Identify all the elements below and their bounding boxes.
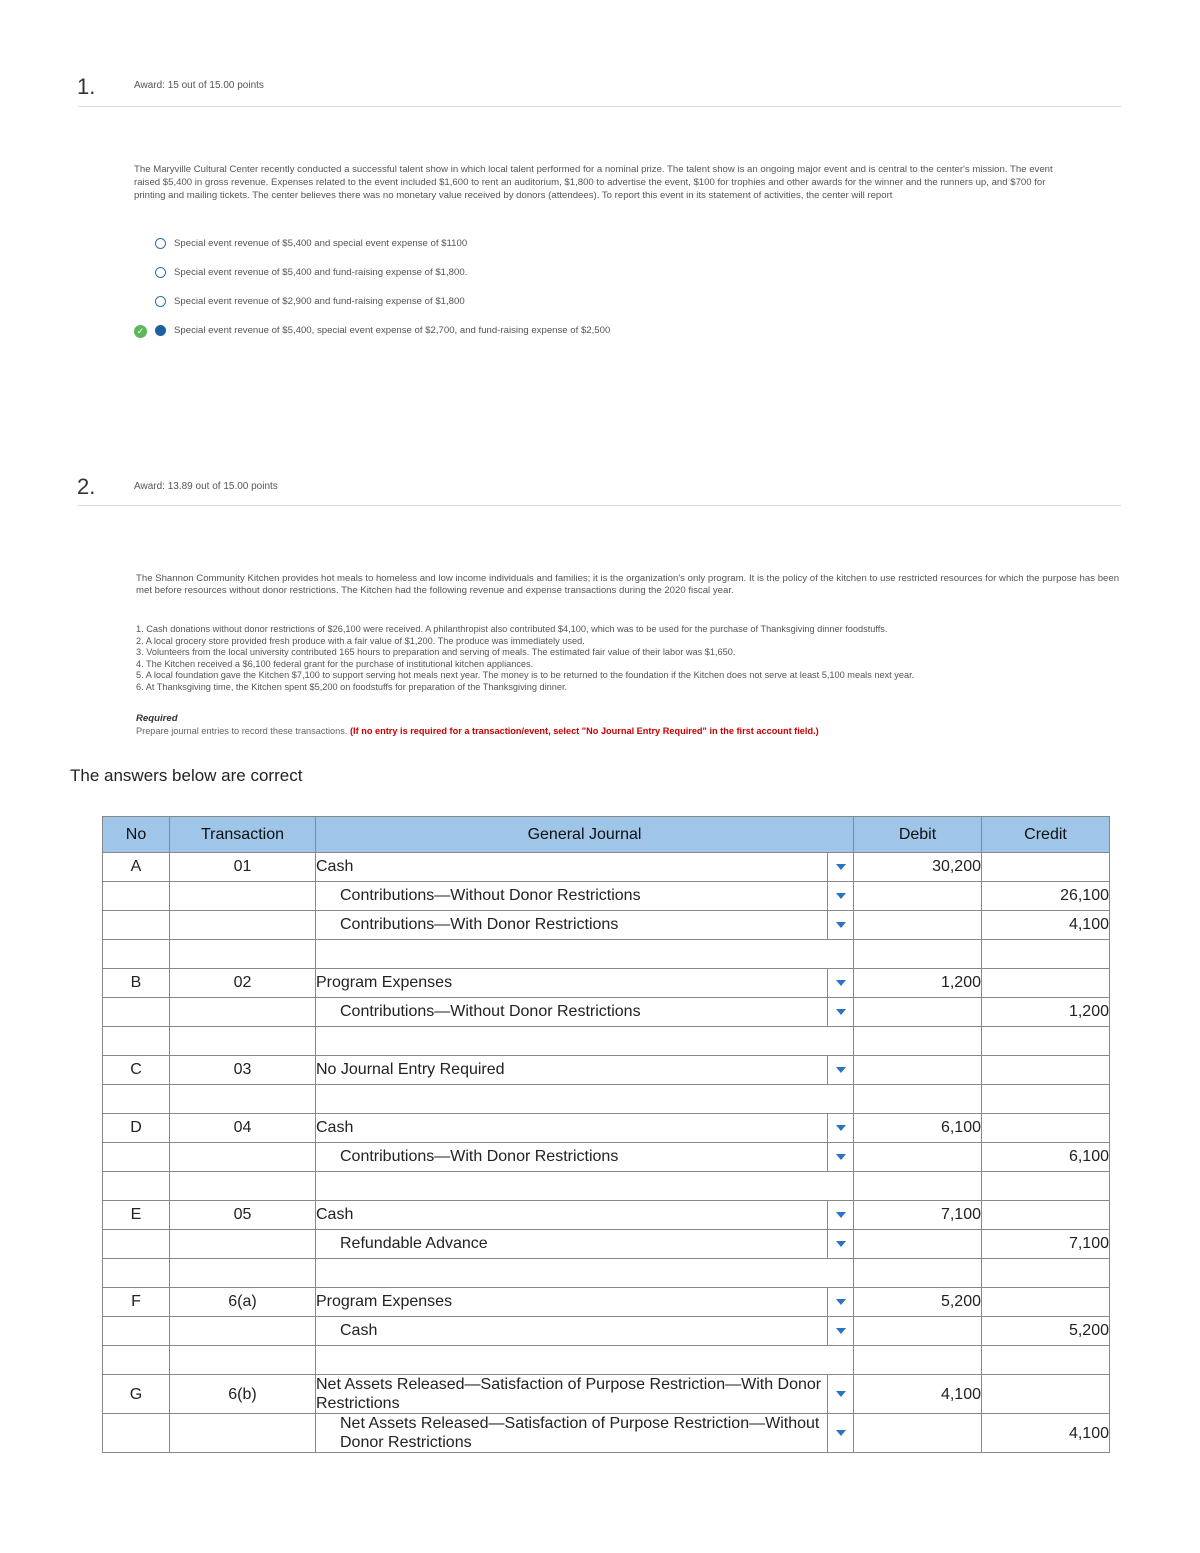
transaction-cell: 6(b) xyxy=(170,1375,316,1414)
no-cell xyxy=(103,1143,170,1172)
required-instruction: Prepare journal entries to record these transactions. xyxy=(136,726,348,736)
account-select[interactable] xyxy=(316,969,854,998)
chevron-down-icon xyxy=(836,1067,846,1073)
option-label: Special event revenue of $5,400, special event expense of $2,700, and fund-raising expense of $2,500 xyxy=(174,325,611,336)
dropdown-button[interactable] xyxy=(827,1143,853,1171)
debit-input[interactable] xyxy=(854,1056,982,1085)
debit-input[interactable]: 4,100 xyxy=(854,1375,982,1414)
empty-cell xyxy=(982,1346,1110,1375)
no-cell xyxy=(103,1317,170,1346)
chevron-down-icon xyxy=(836,1430,846,1436)
chevron-down-icon xyxy=(836,1241,846,1247)
credit-input[interactable]: 4,100 xyxy=(982,1414,1110,1453)
question-1-text: The Maryville Cultural Center recently conducted a successful talent show in which local talent performed for a nominal prize. The talent show is an ongoing major event and is central to the center's mission. The event raised $5,400 in gross revenue. Expenses related to the event included $1,600 to rent an auditorium, $1,800 to advertise the event, $100 for trophies and other awards for the winner and the runners up, and $700 for printing and mailing tickets. The center believes there was no monetary value received by donors (attendees). To report this event in its statement of activities, the center will report xyxy=(134,164,1053,201)
radio-icon[interactable] xyxy=(155,267,166,278)
table-row xyxy=(103,1143,1110,1172)
debit-input[interactable]: 30,200 xyxy=(854,853,982,882)
answers-note: The answers below are correct xyxy=(70,766,303,785)
empty-cell xyxy=(316,940,854,969)
empty-cell xyxy=(854,1259,982,1288)
account-name: Program Expenses xyxy=(316,1293,453,1310)
table-row xyxy=(103,969,1110,998)
credit-input[interactable] xyxy=(982,853,1110,882)
empty-cell xyxy=(982,1027,1110,1056)
debit-input[interactable] xyxy=(854,911,982,940)
empty-cell xyxy=(170,1027,316,1056)
no-cell xyxy=(103,1414,170,1453)
account-select[interactable] xyxy=(316,1288,854,1317)
empty-cell xyxy=(170,940,316,969)
debit-input[interactable]: 7,100 xyxy=(854,1201,982,1230)
table-row xyxy=(103,1288,1110,1317)
account-name: Cash xyxy=(340,1322,378,1339)
empty-cell xyxy=(316,1259,854,1288)
list-item: 3. Volunteers from the local university contributed 165 hours to preparation and serving of meals. The estimated fair value of their labor was $1,650. xyxy=(136,647,736,658)
header-general-journal: General Journal xyxy=(316,817,854,853)
no-cell: B xyxy=(103,969,170,998)
blank-row xyxy=(103,1346,1110,1375)
chevron-down-icon xyxy=(836,1212,846,1218)
header-transaction: Transaction xyxy=(170,817,316,853)
divider xyxy=(78,106,1121,107)
debit-input[interactable]: 5,200 xyxy=(854,1288,982,1317)
transaction-cell: 04 xyxy=(170,1114,316,1143)
table-row xyxy=(103,1375,1110,1414)
blank-row xyxy=(103,1259,1110,1288)
dropdown-button[interactable] xyxy=(827,1056,853,1084)
debit-input[interactable] xyxy=(854,1317,982,1346)
debit-input[interactable] xyxy=(854,998,982,1027)
no-cell xyxy=(103,1230,170,1259)
transaction-cell: 01 xyxy=(170,853,316,882)
chevron-down-icon xyxy=(836,1154,846,1160)
list-item: 6. At Thanksgiving time, the Kitchen spent $5,200 on foodstuffs for preparation of the Thanksgiving dinner. xyxy=(136,681,568,692)
no-cell: D xyxy=(103,1114,170,1143)
account-name: Cash xyxy=(316,1206,354,1223)
empty-cell xyxy=(316,1027,854,1056)
table-row xyxy=(103,1414,1110,1453)
no-cell: F xyxy=(103,1288,170,1317)
no-cell: C xyxy=(103,1056,170,1085)
dropdown-button[interactable] xyxy=(827,1317,853,1345)
account-select[interactable] xyxy=(316,1375,854,1414)
account-name: Cash xyxy=(316,1119,354,1136)
account-select[interactable] xyxy=(316,1230,854,1259)
account-select[interactable] xyxy=(316,882,854,911)
empty-cell xyxy=(982,1259,1110,1288)
table-row xyxy=(103,998,1110,1027)
credit-input[interactable] xyxy=(982,1056,1110,1085)
credit-input[interactable]: 6,100 xyxy=(982,1143,1110,1172)
table-row xyxy=(103,1317,1110,1346)
transaction-cell xyxy=(170,1414,316,1453)
account-select[interactable] xyxy=(316,1143,854,1172)
dropdown-button[interactable] xyxy=(827,1288,853,1316)
radio-icon[interactable] xyxy=(155,296,166,307)
blank-row xyxy=(103,1027,1110,1056)
credit-input[interactable] xyxy=(982,969,1110,998)
empty-cell xyxy=(170,1085,316,1114)
account-name: Program Expenses xyxy=(316,974,453,991)
transaction-cell xyxy=(170,998,316,1027)
debit-input[interactable]: 1,200 xyxy=(854,969,982,998)
account-select[interactable] xyxy=(316,1056,854,1085)
empty-cell xyxy=(316,1172,854,1201)
empty-cell xyxy=(982,940,1110,969)
transaction-cell: 02 xyxy=(170,969,316,998)
empty-cell xyxy=(982,1085,1110,1114)
empty-cell xyxy=(103,1346,170,1375)
chevron-down-icon xyxy=(836,1125,846,1131)
list-item: 1. Cash donations without donor restrictions of $26,100 were received. A philanthropist also contributed $4,100, which was to be used for the purchase of Thanksgiving dinner foodstuffs. xyxy=(136,624,888,634)
blank-row xyxy=(103,1085,1110,1114)
no-cell xyxy=(103,911,170,940)
no-cell: G xyxy=(103,1375,170,1414)
credit-input[interactable] xyxy=(982,1201,1110,1230)
no-cell xyxy=(103,998,170,1027)
question-1-number: 1. xyxy=(77,74,96,99)
chevron-down-icon xyxy=(836,980,846,986)
debit-input[interactable] xyxy=(854,1143,982,1172)
account-select[interactable] xyxy=(316,1317,854,1346)
dropdown-button[interactable] xyxy=(827,911,853,939)
credit-input[interactable]: 5,200 xyxy=(982,1317,1110,1346)
table-row xyxy=(103,1114,1110,1143)
dropdown-button[interactable] xyxy=(827,998,853,1026)
empty-cell xyxy=(103,1027,170,1056)
account-name: Contributions—Without Donor Restrictions xyxy=(340,1003,641,1020)
chevron-down-icon xyxy=(836,864,846,870)
option-label: Special event revenue of $5,400 and special event expense of $1100 xyxy=(174,238,468,249)
account-select[interactable] xyxy=(316,853,854,882)
question-2-number: 2. xyxy=(77,474,96,499)
transaction-list xyxy=(136,624,1121,694)
dropdown-button[interactable] xyxy=(827,1114,853,1142)
header-no: No xyxy=(103,817,170,853)
account-select[interactable] xyxy=(316,998,854,1027)
radio-icon[interactable] xyxy=(155,238,166,249)
transaction-cell xyxy=(170,911,316,940)
transaction-cell xyxy=(170,1143,316,1172)
dropdown-button[interactable] xyxy=(827,1414,853,1452)
dropdown-button[interactable] xyxy=(827,882,853,910)
debit-input[interactable] xyxy=(854,1414,982,1453)
dropdown-button[interactable] xyxy=(827,1201,853,1229)
dropdown-button[interactable] xyxy=(827,853,853,881)
check-icon: ✓ xyxy=(134,325,147,338)
dropdown-button[interactable] xyxy=(827,969,853,997)
required-note: (If no entry is required for a transaction/event, select "No Journal Entry Required" in the first account field.) xyxy=(350,726,819,736)
chevron-down-icon xyxy=(836,1391,846,1397)
question-1-award: Award: 15 out of 15.00 points xyxy=(134,80,264,91)
table-row xyxy=(103,1056,1110,1085)
option-4[interactable] xyxy=(155,325,610,336)
no-cell: E xyxy=(103,1201,170,1230)
credit-input[interactable] xyxy=(982,1114,1110,1143)
empty-cell xyxy=(316,1085,854,1114)
empty-cell xyxy=(854,1172,982,1201)
option-2[interactable] xyxy=(155,267,467,278)
empty-cell xyxy=(854,940,982,969)
option-label: Special event revenue of $5,400 and fund-raising expense of $1,800. xyxy=(174,267,468,278)
account-select[interactable] xyxy=(316,911,854,940)
transaction-cell xyxy=(170,882,316,911)
empty-cell xyxy=(103,1085,170,1114)
empty-cell xyxy=(854,1346,982,1375)
no-cell xyxy=(103,882,170,911)
account-name: Contributions—Without Donor Restrictions xyxy=(340,887,641,904)
list-item: 4. The Kitchen received a $6,100 federal grant for the purchase of institutional kitchen appliances. xyxy=(136,658,534,669)
no-cell: A xyxy=(103,853,170,882)
blank-row xyxy=(103,940,1110,969)
account-name: Contributions—With Donor Restrictions xyxy=(340,916,619,933)
blank-row xyxy=(103,1172,1110,1201)
debit-input[interactable] xyxy=(854,1230,982,1259)
credit-input[interactable]: 4,100 xyxy=(982,911,1110,940)
empty-cell xyxy=(103,1259,170,1288)
transaction-cell: 6(a) xyxy=(170,1288,316,1317)
header-debit: Debit xyxy=(854,817,982,853)
required-text xyxy=(136,726,819,736)
account-name: Contributions—With Donor Restrictions xyxy=(340,1148,619,1165)
empty-cell xyxy=(103,1172,170,1201)
credit-input[interactable]: 26,100 xyxy=(982,882,1110,911)
credit-input[interactable] xyxy=(982,1375,1110,1414)
credit-input[interactable] xyxy=(982,1288,1110,1317)
account-select[interactable] xyxy=(316,1201,854,1230)
account-name: Net Assets Released—Satisfaction of Purpose Restriction—Without Donor Restrictions xyxy=(340,1415,820,1451)
dropdown-button[interactable] xyxy=(827,1230,853,1258)
dropdown-button[interactable] xyxy=(827,1375,853,1413)
list-item: 5. A local foundation gave the Kitchen $7,100 to support serving hot meals next year. The money is to be returned to the foundation if the Kitchen does not serve at least 5,100 meals next year. xyxy=(136,670,915,681)
transaction-cell xyxy=(170,1230,316,1259)
option-1[interactable] xyxy=(155,238,467,249)
empty-cell xyxy=(103,940,170,969)
divider xyxy=(78,505,1121,506)
list-item: 2. A local grocery store provided fresh produce with a fair value of $1,200. The produce was immediately used. xyxy=(136,635,585,646)
debit-input[interactable] xyxy=(854,882,982,911)
question-2-text: The Shannon Community Kitchen provides hot meals to homeless and low income individuals and families; it is the organization's only program. It is the policy of the kitchen to use restricted resources for which the purpose has been met before resources without donor restrictions. The Kitchen had the following revenue and expense transactions during the 2020 fiscal year. xyxy=(136,573,1120,596)
account-select[interactable] xyxy=(316,1114,854,1143)
credit-input[interactable]: 1,200 xyxy=(982,998,1110,1027)
transaction-cell: 03 xyxy=(170,1056,316,1085)
empty-cell xyxy=(170,1259,316,1288)
journal-table xyxy=(102,816,1110,1453)
table-row xyxy=(103,1230,1110,1259)
header-credit: Credit xyxy=(982,817,1110,853)
option-3[interactable] xyxy=(155,296,465,307)
empty-cell xyxy=(854,1085,982,1114)
chevron-down-icon xyxy=(836,922,846,928)
account-name: No Journal Entry Required xyxy=(316,1061,505,1078)
table-row xyxy=(103,882,1110,911)
chevron-down-icon xyxy=(836,893,846,899)
empty-cell xyxy=(854,1027,982,1056)
option-label: Special event revenue of $2,900 and fund-raising expense of $1,800 xyxy=(174,296,465,307)
account-name: Net Assets Released—Satisfaction of Purpose Restriction—With Donor Restrictions xyxy=(316,1376,822,1412)
table-row xyxy=(103,1201,1110,1230)
account-select[interactable] xyxy=(316,1414,854,1453)
transaction-cell xyxy=(170,1317,316,1346)
empty-cell xyxy=(170,1172,316,1201)
credit-input[interactable]: 7,100 xyxy=(982,1230,1110,1259)
empty-cell xyxy=(316,1346,854,1375)
required-label: Required xyxy=(136,713,178,724)
question-2-award: Award: 13.89 out of 15.00 points xyxy=(134,481,278,492)
table-row xyxy=(103,911,1110,940)
table-row xyxy=(103,853,1110,882)
transaction-cell: 05 xyxy=(170,1201,316,1230)
chevron-down-icon xyxy=(836,1299,846,1305)
debit-input[interactable]: 6,100 xyxy=(854,1114,982,1143)
empty-cell xyxy=(982,1172,1110,1201)
chevron-down-icon xyxy=(836,1009,846,1015)
account-name: Refundable Advance xyxy=(340,1235,488,1252)
empty-cell xyxy=(170,1346,316,1375)
account-name: Cash xyxy=(316,858,354,875)
radio-selected-icon[interactable] xyxy=(155,325,166,336)
chevron-down-icon xyxy=(836,1328,846,1334)
